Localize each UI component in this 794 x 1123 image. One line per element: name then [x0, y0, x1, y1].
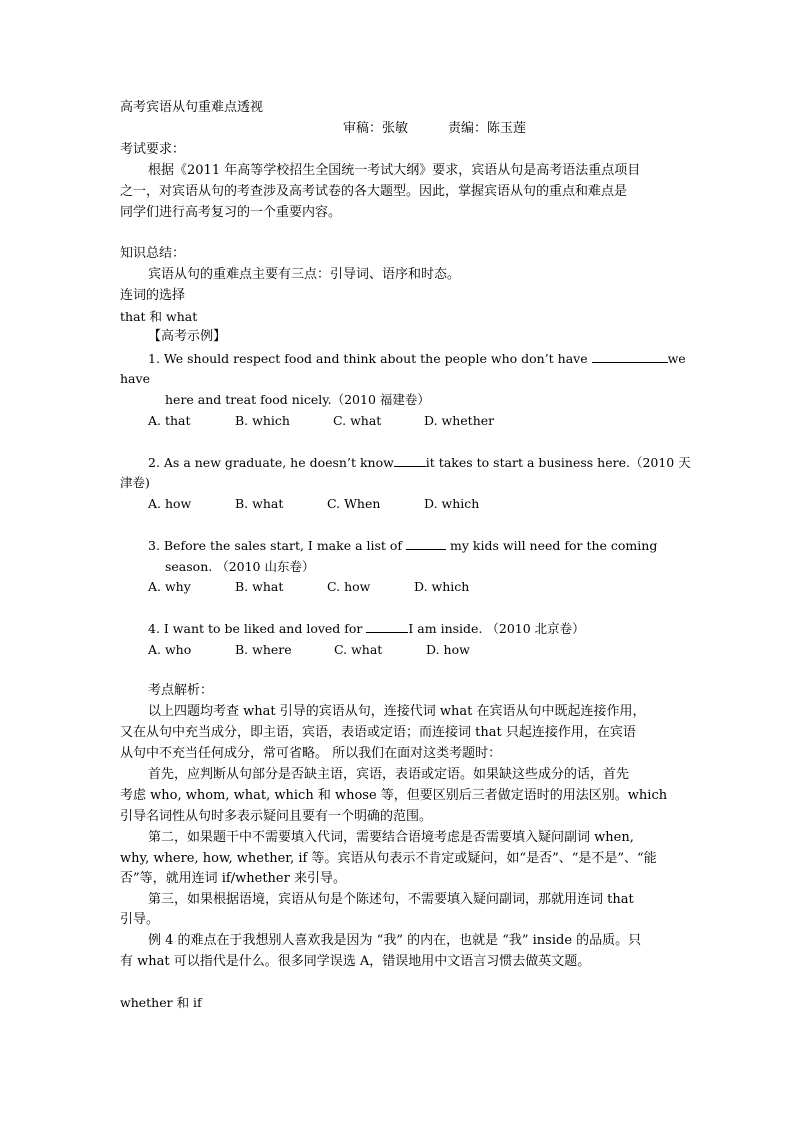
- exam-req-line: 之一，对宾语从句的考查涉及高考试卷的各大题型。因此，掌握宾语从句的重点和难点是: [120, 184, 628, 199]
- question-stem: 2. As a new graduate, he doesn’t know it takes to start a business here.（2010 天: [148, 455, 691, 470]
- exam-req-line: 根据《2011 年高等学校招生全国统一考试大纲》要求，宾语从句是高考语法重点项目: [148, 163, 641, 178]
- analysis-line: 第二，如果题干中不需要填入代词，需要结合语境考虑是否需要填入疑问副词 when,: [148, 830, 634, 845]
- byline: [343, 119, 526, 139]
- question-stem-wrap: 津卷): [120, 475, 150, 490]
- option: D. which: [424, 496, 480, 511]
- analysis-line: 否”等，就用连词 if/whether 来引导。: [120, 871, 346, 886]
- option: D. whether: [424, 413, 495, 428]
- answer-blank: [366, 620, 408, 633]
- knowledge-heading: 知识总结：: [120, 246, 186, 261]
- analysis-heading: 考点解析：: [148, 683, 214, 698]
- conj-heading: 连词的选择: [120, 288, 186, 303]
- option: A. why: [148, 579, 191, 594]
- exam-req-line: 同学们进行高考复习的一个重要内容。: [120, 205, 342, 220]
- analysis-line: 首先，应判断从句部分是否缺主语，宾语，表语或定语。如果缺这些成分的话，首先: [148, 767, 630, 782]
- question-stem: 3. Before the sales start, I make a list of my kids will need for the coming: [148, 538, 658, 553]
- question-stem-wrap: have: [120, 371, 150, 386]
- question-stem: 1. We should respect food and think about the people who don’t have we: [148, 351, 686, 366]
- editor: 责编：陈玉莲: [448, 121, 527, 136]
- analysis-line: 从句中不充当任何成分，常可省略。 所以我们在面对这类考题时：: [120, 746, 502, 761]
- question-stem-cont: season. （2010 山东卷）: [165, 559, 315, 574]
- option: C. how: [327, 579, 371, 594]
- option: B. where: [235, 642, 292, 657]
- option: A. that: [148, 413, 191, 428]
- option: A. how: [148, 496, 192, 511]
- analysis-line: 第三，如果根据语境，宾语从句是个陈述句，不需要填入疑问副词，那就用连词 that: [148, 892, 634, 907]
- knowledge-summary: 宾语从句的重难点主要有三点：引导词、语序和时态。: [148, 267, 461, 282]
- option: C. When: [327, 496, 381, 511]
- analysis-line: 引导。: [120, 912, 160, 927]
- analysis-line: 例 4 的难点在于我想别人喜欢我是因为 “我” 的内在，也就是 “我” inside 的品质。只: [148, 933, 642, 948]
- analysis-line: why, where, how, whether, if 等。宾语从句表示不肯定或疑问，如“是否”、“是不是”、“能: [120, 851, 657, 866]
- question-stem-cont: here and treat food nicely.（2010 福建卷）: [165, 392, 430, 407]
- reviewer: 审稿：张敏: [343, 121, 409, 136]
- option: B. what: [235, 496, 284, 511]
- option: D. how: [426, 642, 470, 657]
- question-options: [148, 577, 469, 597]
- examples-heading: 【高考示例】: [148, 329, 227, 344]
- option: A. who: [148, 642, 192, 657]
- analysis-line: 又在从句中充当成分，即主语，宾语，表语或定语；而连接词 that 只起连接作用，在宾语: [120, 725, 636, 740]
- question-options: [148, 411, 494, 431]
- that-what-heading: that 和 what: [120, 309, 198, 324]
- option: C. what: [334, 642, 383, 657]
- analysis-line: 有 what 可以指代是什么。很多同学误选 A，错误地用中文语言习惯去做英文题。: [120, 954, 591, 969]
- option: D. which: [414, 579, 470, 594]
- option: B. what: [235, 579, 284, 594]
- question-options: [148, 494, 479, 514]
- answer-blank: [394, 454, 426, 467]
- exam-req-heading: 考试要求：: [120, 142, 186, 157]
- option: B. which: [235, 413, 290, 428]
- option: C. what: [333, 413, 382, 428]
- analysis-line: 考虑 who, whom, what, which 和 whose 等，但要区别后三者做定语时的用法区别。which: [120, 788, 668, 803]
- analysis-line: 以上四题均考查 what 引导的宾语从句，连接代词 what 在宾语从句中既起连接作用，: [148, 704, 646, 719]
- question-options: [148, 640, 470, 660]
- answer-blank: [592, 350, 668, 363]
- next-section-heading: whether 和 if: [120, 995, 202, 1010]
- analysis-line: 引导名词性从句时多表示疑问且要有一个明确的范围。: [120, 809, 433, 824]
- question-stem: 4. I want to be liked and loved for I am inside. （2010 北京卷）: [148, 621, 585, 636]
- answer-blank: [406, 537, 446, 550]
- document-title: 高考宾语从句重难点透视: [120, 100, 264, 115]
